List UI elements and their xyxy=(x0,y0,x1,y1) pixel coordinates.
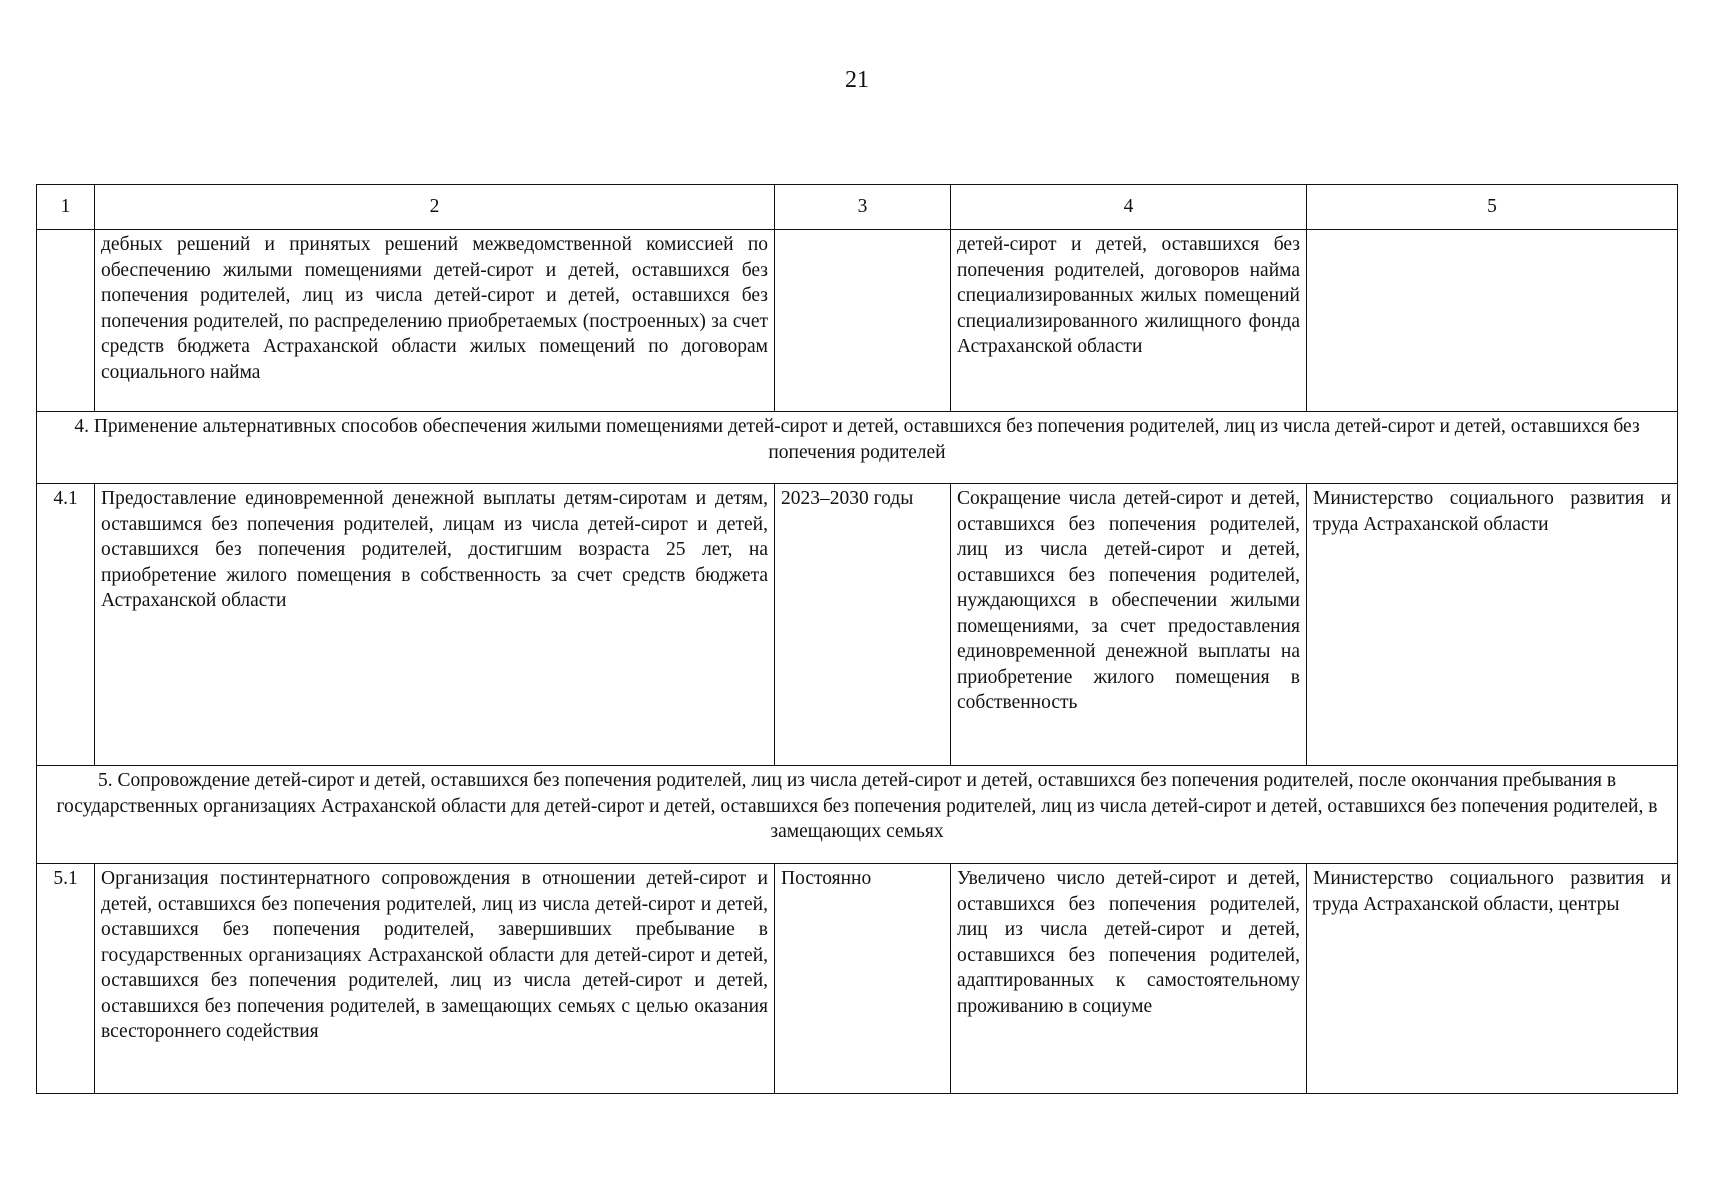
measures-table xyxy=(36,184,1678,1094)
table-row-4-1 xyxy=(37,484,1678,766)
cell-result: Увеличено число детей-сирот и детей, оставшихся без попечения родителей, лиц из числа детей-сирот и детей, оставшихся без попечения родителей, адаптированных к самостоятельному проживанию в социуме xyxy=(951,864,1307,1094)
cell-result: Сокращение числа детей-сирот и детей, оставшихся без попечения родителей, лиц из числа детей-сирот и детей, оставшихся без попечения родителей, нуждающихся в обеспечении жилыми помещениями, за счет предоставления единовременной денежной выплаты на приобретение жилого помещения в собственность xyxy=(951,484,1307,766)
cell-measure: Предоставление единовременной денежной выплаты детям-сиротам и детям, оставшимся без попечения родителей, лицам из числа детей-сирот и детей, оставшихся без попечения родителей, достигшим возраста 25 лет, на приобретение жилого помещения в собственность за счет средств бюджета Астраханской области xyxy=(95,484,775,766)
cell-result: детей-сирот и детей, оставшихся без попечения родителей, договоров найма специализированных жилых помещений специализированного жилищного фонда Астраханской области xyxy=(951,230,1307,412)
header-col-1: 1 xyxy=(37,185,95,230)
cell-num xyxy=(37,230,95,412)
table-row-5-1 xyxy=(37,864,1678,1094)
cell-num: 4.1 xyxy=(37,484,95,766)
table-row-continued xyxy=(37,230,1678,412)
header-col-5: 5 xyxy=(1307,185,1678,230)
section-heading-5: 5. Сопровождение детей-сирот и детей, оставшихся без попечения родителей, лиц из числа детей-сирот и детей, оставшихся без попечения родителей, после окончания пребывания в государственных организациях Астраханской области для детей-сирот и детей, оставшихся без попечения родителей, лиц из числа детей-сирот и детей, оставшихся без попечения родителей, в замещающих семьях xyxy=(37,766,1678,864)
header-col-4: 4 xyxy=(951,185,1307,230)
header-col-2: 2 xyxy=(95,185,775,230)
cell-measure: Организация постинтернатного сопровождения в отношении детей-сирот и детей, оставшихся без попечения родителей, лиц из числа детей-сирот и детей, оставшихся без попечения родителей, завершивших пребывание в государственных организациях Астраханской области для детей-сирот и детей, оставшихся без попечения родителей, лиц из числа детей-сирот и детей, оставшихся без попечения родителей, в замещающих семьях с целью оказания всестороннего содействия xyxy=(95,864,775,1094)
cell-period: Постоянно xyxy=(775,864,951,1094)
section-heading-4: 4. Применение альтернативных способов обеспечения жилыми помещениями детей-сирот и детей, оставшихся без попечения родителей, лиц из числа детей-сирот и детей, оставшихся без попечения родителей xyxy=(37,412,1678,484)
cell-executor: Министерство социального развития и труда Астраханской области xyxy=(1307,484,1678,766)
page-number: 21 xyxy=(845,67,869,93)
header-col-3: 3 xyxy=(775,185,951,230)
section-row-4 xyxy=(37,412,1678,484)
cell-period: 2023–2030 годы xyxy=(775,484,951,766)
cell-period xyxy=(775,230,951,412)
cell-executor xyxy=(1307,230,1678,412)
cell-executor: Министерство социального развития и труда Астраханской области, центры xyxy=(1307,864,1678,1094)
cell-num: 5.1 xyxy=(37,864,95,1094)
table-header-row xyxy=(37,185,1678,230)
section-row-5 xyxy=(37,766,1678,864)
cell-measure: дебных решений и принятых решений межведомственной комиссией по обеспечению жилыми помещениями детей-сирот и детей, оставшихся без попечения родителей, лиц из числа детей-сирот и детей, оставшихся без попечения родителей, по распределению приобретаемых (построенных) за счет средств бюджета Астраханской области жилых помещений по договорам социального найма xyxy=(95,230,775,412)
